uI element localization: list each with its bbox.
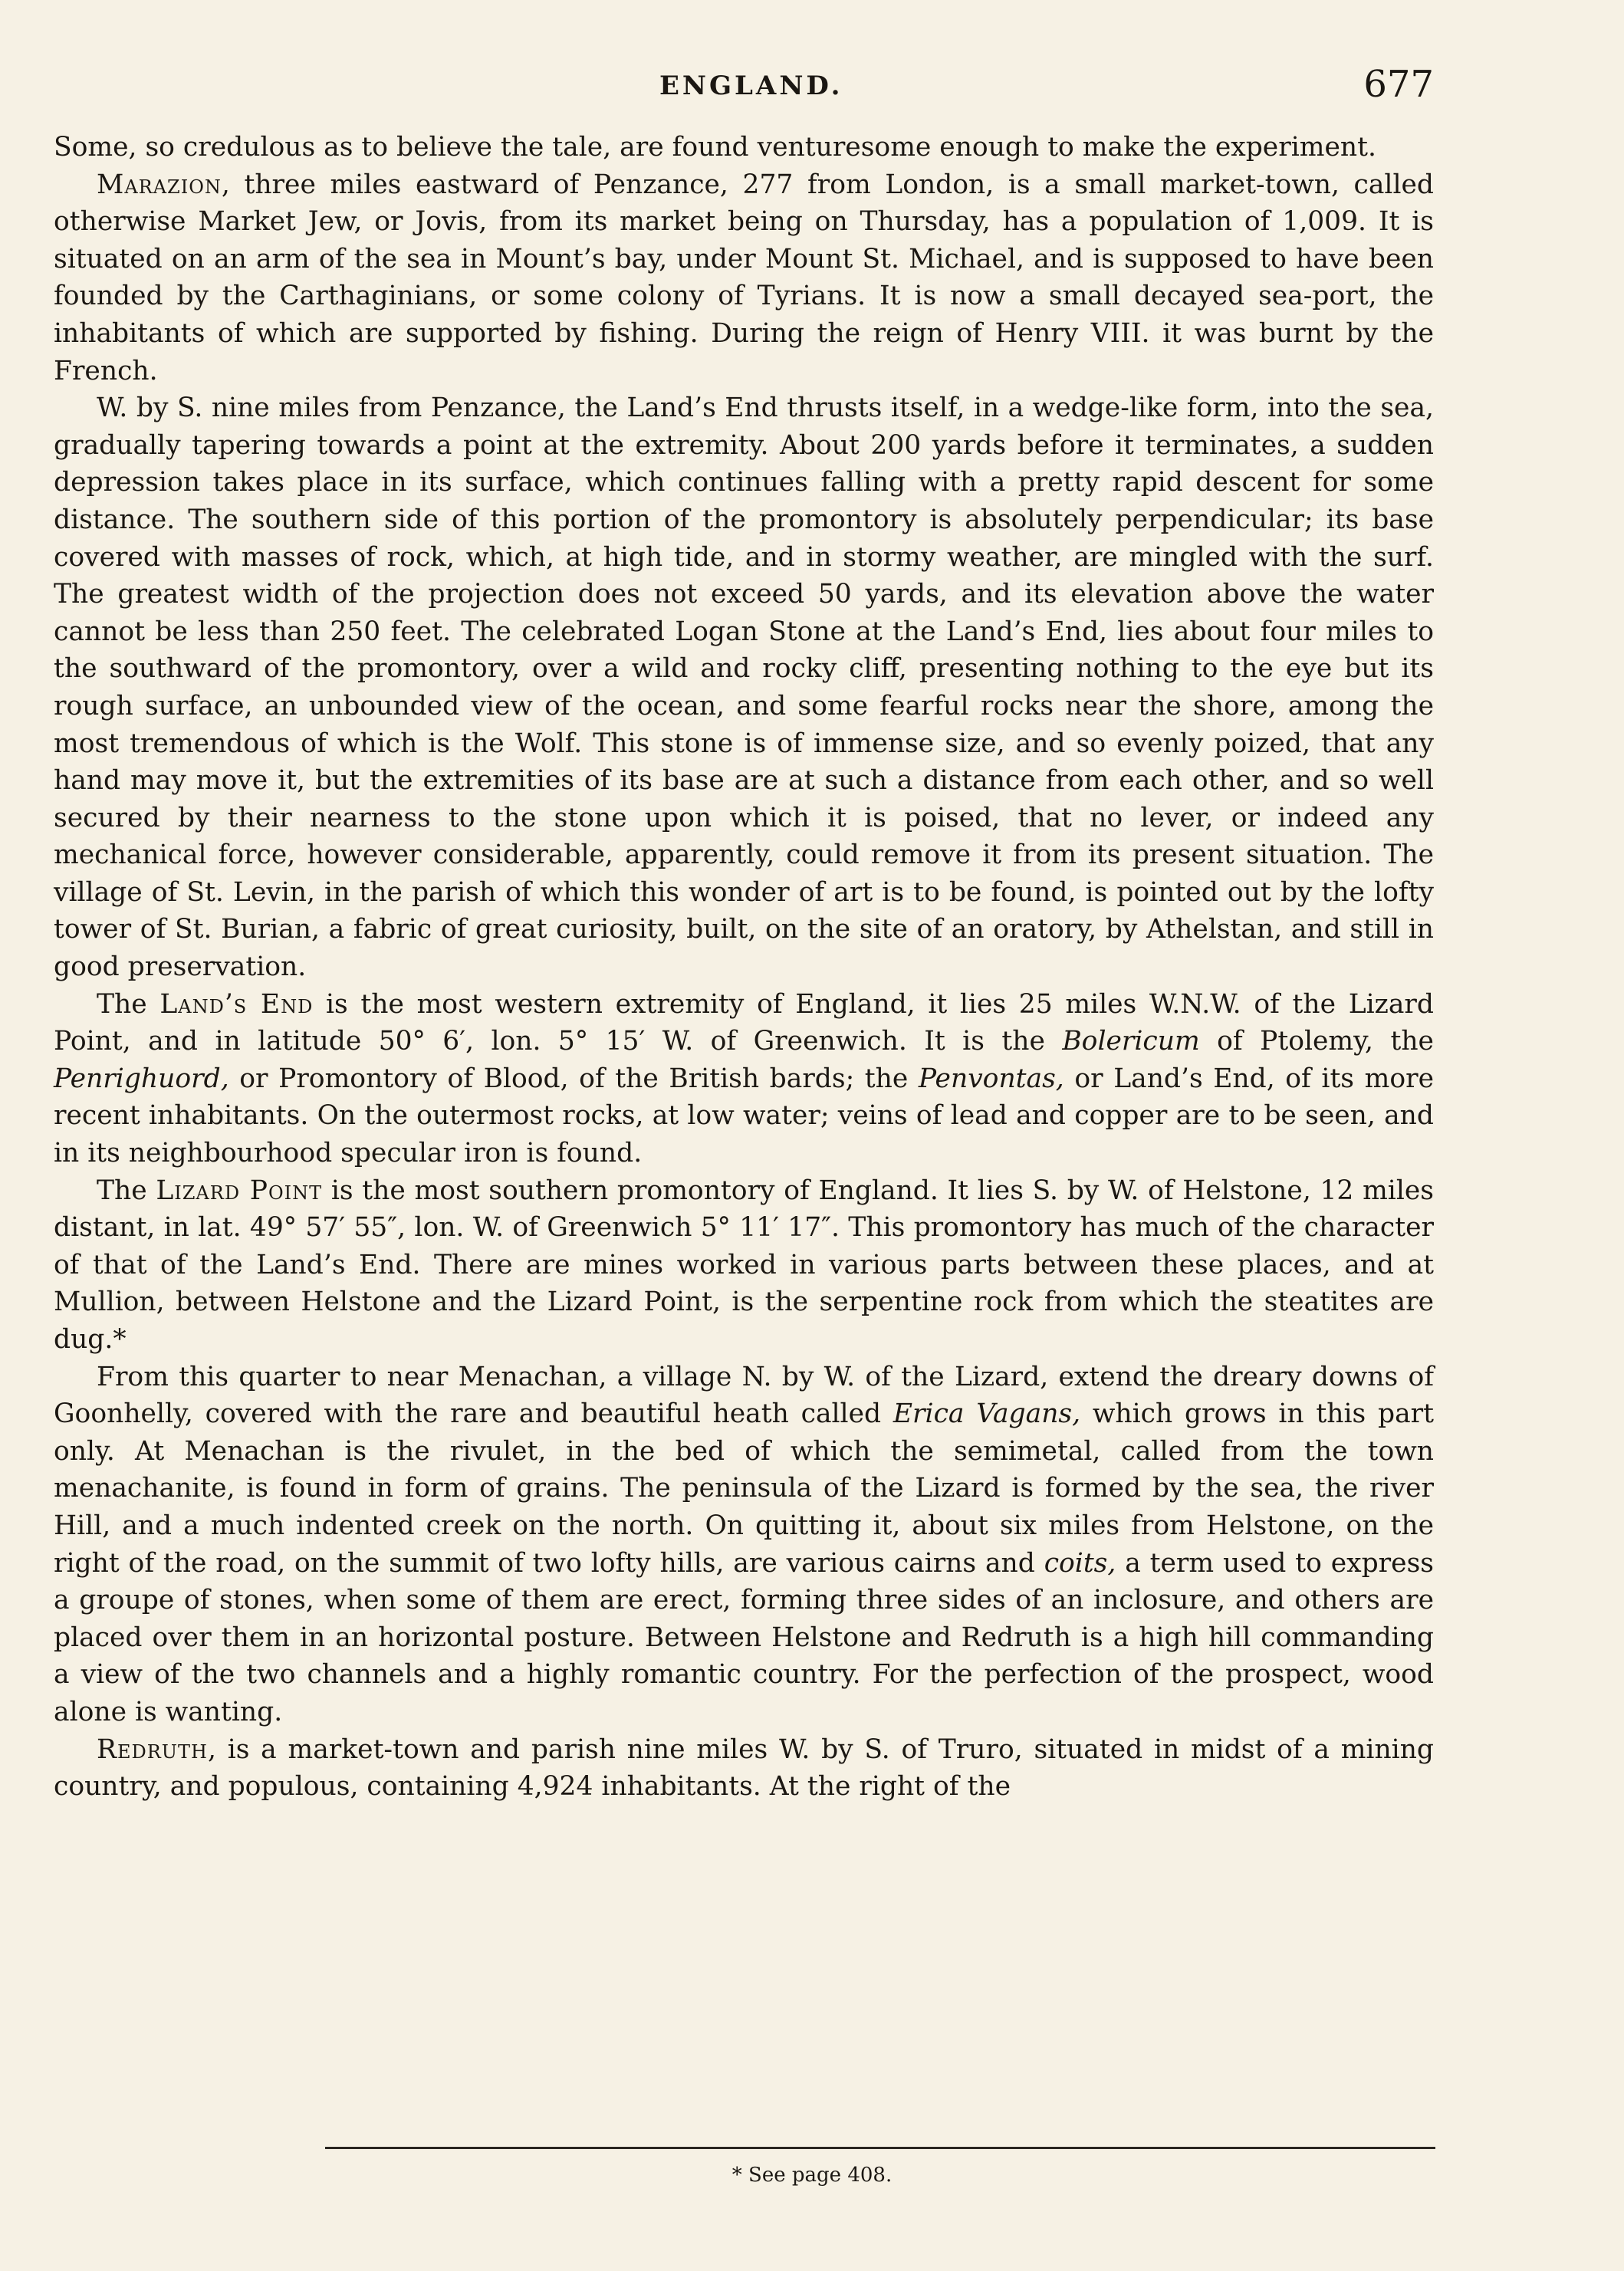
running-head: ENGLAND. xyxy=(659,71,843,101)
italic-term: Erica Vagans, xyxy=(893,1398,1081,1430)
italic-term: Bolericum xyxy=(1062,1026,1200,1057)
place-name-heading: Land’s End xyxy=(159,988,314,1020)
place-name-heading: Marazion xyxy=(97,169,222,200)
place-name-heading: Redruth xyxy=(97,1734,208,1765)
paragraph xyxy=(54,986,1434,1172)
paragraph xyxy=(54,129,1434,166)
text-run: From this quarter to near Menachan, a village N. by W. of the Lizard, extend the dreary downs of Goonhelly, covered with the rare and beautiful heath called xyxy=(54,1361,1434,1430)
page-header xyxy=(54,63,1434,113)
place-name-heading: Lizard Point xyxy=(156,1175,323,1206)
text-run: , is a market-town and parish nine miles W. by S. of Truro, situated in midst of a mining country, and populous, containing 4,924 inhabitants. At the right of the xyxy=(54,1734,1434,1803)
footnote-rule xyxy=(325,2147,1435,2149)
text-run: The xyxy=(97,988,160,1020)
body-text xyxy=(54,129,1434,1806)
italic-term: coits, xyxy=(1044,1547,1116,1579)
text-run: is the most southern promontory of England. It lies S. by W. of Helstone, 12 miles distant, in lat. 49° 57′ 55″, lon. W. of Greenwich 5° 11′ 17″. This promontory has much of the character of that of the Land’s End. There are mines worked in various parts between these places, and at Mullion, between Helstone and the Lizard Point, is the serpentine rock from which the steatites are dug.* xyxy=(54,1175,1434,1355)
paragraph xyxy=(54,1359,1434,1731)
text-run: or Promontory of Blood, of the British bards; the xyxy=(228,1063,919,1094)
paragraph xyxy=(54,1172,1434,1359)
text-run: of Ptolemy, the xyxy=(1199,1026,1434,1057)
text-run: is the most western extremity of England, it lies 25 miles W.N.W. of the Lizard Point, and in latitude 50° 6′, lon. 5° 15′ W. of Greenwich. It is the xyxy=(54,988,1434,1057)
page-number: 677 xyxy=(1363,63,1434,106)
paragraph xyxy=(54,1731,1434,1806)
text-run: , three miles eastward of Penzance, 277 from London, is a small market-town, called otherwise Market Jew, or Jovis, from its market being on Thursday, has a population of 1,009. It is situated on an arm of the sea in Mount’s bay, under Mount St. Michael, and is supposed to have been founded by the Carthaginians, or some colony of Tyrians. It is now a small decayed sea-port, the inhabitants of which are supported by fishing. During the reign of Henry VIII. it was burnt by the French. xyxy=(54,169,1434,386)
text-run: Some, so credulous as to believe the tale, are found venturesome enough to make the experiment. xyxy=(54,132,1376,163)
text-run: W. by S. nine miles from Penzance, the Land’s End thrusts itself, in a wedge-like form, into the sea, gradually tapering towards a point at the extremity. About 200 yards before it terminates, a sudden depression takes place in its surface, which continues falling with a pretty rapid descent for some distance. The southern side of this portion of the promontory is absolutely perpendicular; its base covered with masses of rock, which, at high tide, and in stormy weather, are mingled with the surf. The greatest width of the projection does not exceed 50 yards, and its elevation above the water cannot be less than 250 feet. The celebrated Logan Stone at the Land’s End, lies about four miles to the southward of the promontory, over a wild and rocky cliff, presenting nothing to the eye but its rough surface, an unbounded view of the ocean, and some fearful rocks near the shore, among the most tremendous of which is the Wolf. This stone is of immense size, and so evenly poized, that any hand may move it, but the extremities of its base are at such a distance from each other, and so well secured by their nearness to the stone upon which it is poised, that no lever, or indeed any mechanical force, however considerable, apparently, could remove it from its present situation. The village of St. Levin, in the parish of which this wonder of art is to be found, is pointed out by the lofty tower of St. Burian, a fabric of great curiosity, built, on the site of an oratory, by Athelstan, and still in good preservation. xyxy=(54,393,1434,983)
text-run: The xyxy=(97,1175,156,1206)
footnote: * See page 408. xyxy=(731,2164,893,2187)
text-run: which grows in this part only. At Menachan is the rivulet, in the bed of which the semimetal, called from the town menachanite, is found in form of grains. The peninsula of the Lizard is formed by the sea, the river Hill, and a much indented creek on the north. On quitting it, about six miles from Helstone, on the right of the road, on the summit of two lofty hills, are various cairns and xyxy=(54,1398,1434,1579)
italic-term: Penvontas, xyxy=(918,1063,1064,1094)
italic-term: Penrighuord, xyxy=(54,1063,229,1094)
text-run: or Land’s End, of its more recent inhabitants. On the outermost rocks, at low water; veins of lead and copper are to be seen, and in its neighbourhood specular iron is found. xyxy=(54,1063,1434,1169)
text-run: a term used to express a groupe of stones, when some of them are erect, forming three sides of an inclosure, and others are placed over them in an horizontal posture. Between Helstone and Redruth is a high hill commanding a view of the two channels and a highly romantic country. For the perfection of the prospect, wood alone is wanting. xyxy=(54,1547,1434,1727)
paragraph xyxy=(54,389,1434,986)
paragraph xyxy=(54,166,1434,390)
